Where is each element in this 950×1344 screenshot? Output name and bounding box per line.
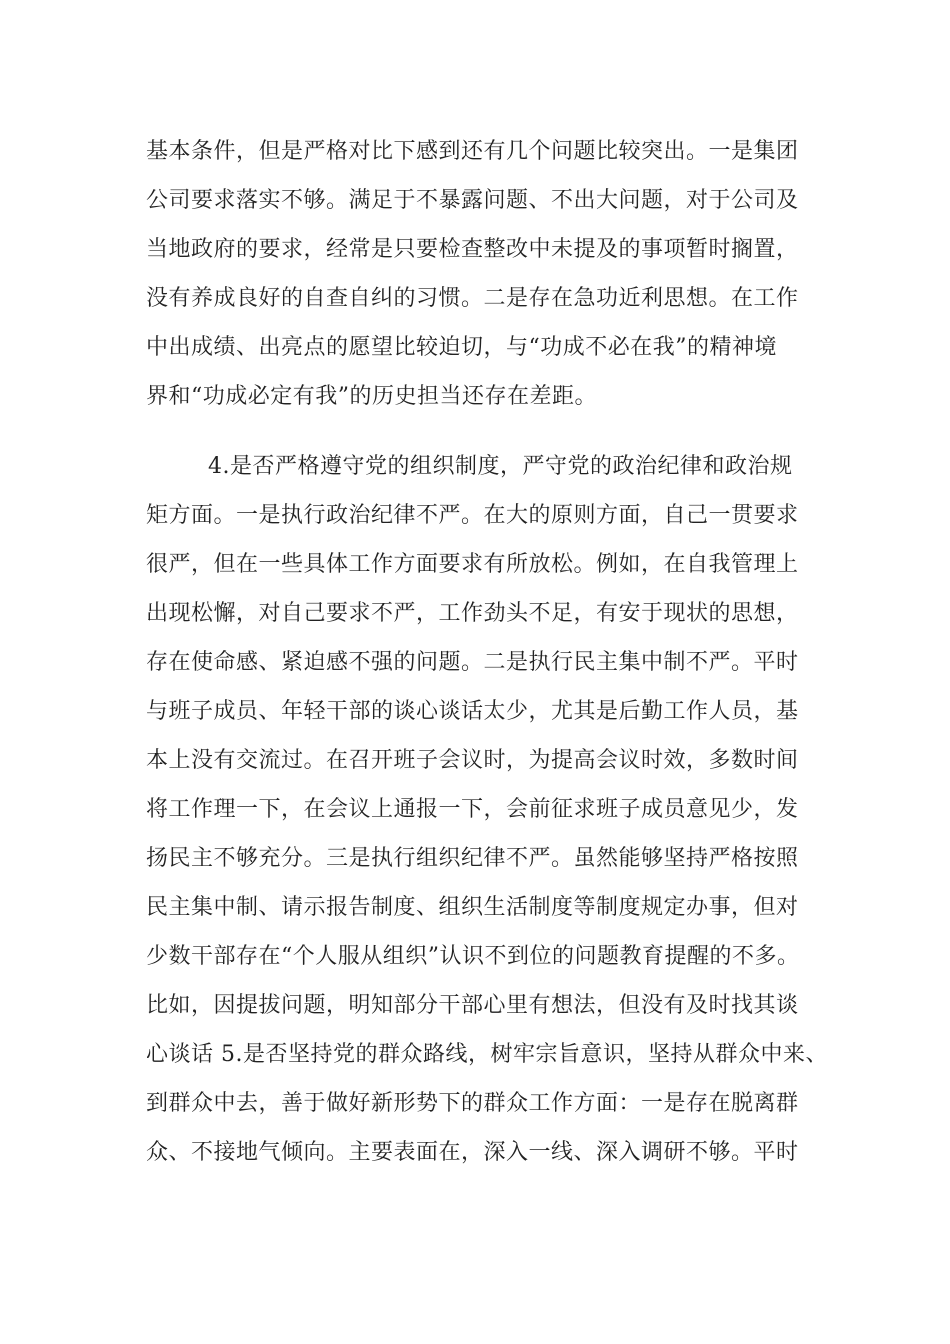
text-line: 本上没有交流过。在召开班子会议时，为提高会议时效，多数时间	[146, 748, 799, 773]
text-line: 众、不接地气倾向。主要表面在，深入一线、深入调研不够。平时	[146, 1140, 799, 1165]
text-line: 扬民主不够充分。三是执行组织纪律不严。虽然能够坚持严格按照	[146, 846, 799, 871]
text-line: 出现松懈，对自己要求不严，工作劲头不足，有安于现状的思想，	[146, 601, 799, 626]
text-line: 界和“功成必定有我”的历史担当还存在差距。	[146, 384, 597, 409]
text-line: 比如，因提拔问题，明知部分干部心里有想法，但没有及时找其谈	[146, 993, 799, 1018]
text-line: 心谈话 5.是否坚持党的群众路线，树牢宗旨意识，坚持从群众中来、	[146, 1042, 828, 1067]
text-line: 中出成绩、出亮点的愿望比较迫切，与“功成不必在我”的精神境	[146, 335, 777, 360]
text-line: 矩方面。一是执行政治纪律不严。在大的原则方面，自己一贯要求	[146, 503, 799, 528]
text-line: 4.是否严格遵守党的组织制度，严守党的政治纪律和政治规	[208, 454, 793, 479]
text-line: 到群众中去，善于做好新形势下的群众工作方面：一是存在脱离群	[146, 1091, 799, 1116]
text-line: 没有养成良好的自查自纠的习惯。二是存在急功近利思想。在工作	[146, 286, 799, 311]
text-line: 民主集中制、请示报告制度、组织生活制度等制度规定办事，但对	[146, 895, 799, 920]
text-line: 少数干部存在“个人服从组织”认识不到位的问题教育提醒的不多。	[146, 944, 800, 969]
text-line: 当地政府的要求，经常是只要检查整改中未提及的事项暂时搁置，	[146, 237, 799, 262]
text-line: 基本条件，但是严格对比下感到还有几个问题比较突出。一是集团	[146, 139, 799, 164]
text-line: 与班子成员、年轻干部的谈心谈话太少，尤其是后勤工作人员，基	[146, 699, 799, 724]
text-line: 将工作理一下，在会议上通报一下，会前征求班子成员意见少，发	[146, 797, 799, 822]
text-line: 存在使命感、紧迫感不强的问题。二是执行民主集中制不严。平时	[146, 650, 799, 675]
text-line: 公司要求落实不够。满足于不暴露问题、不出大问题，对于公司及	[146, 188, 799, 213]
text-line: 很严，但在一些具体工作方面要求有所放松。例如，在自我管理上	[146, 552, 799, 577]
